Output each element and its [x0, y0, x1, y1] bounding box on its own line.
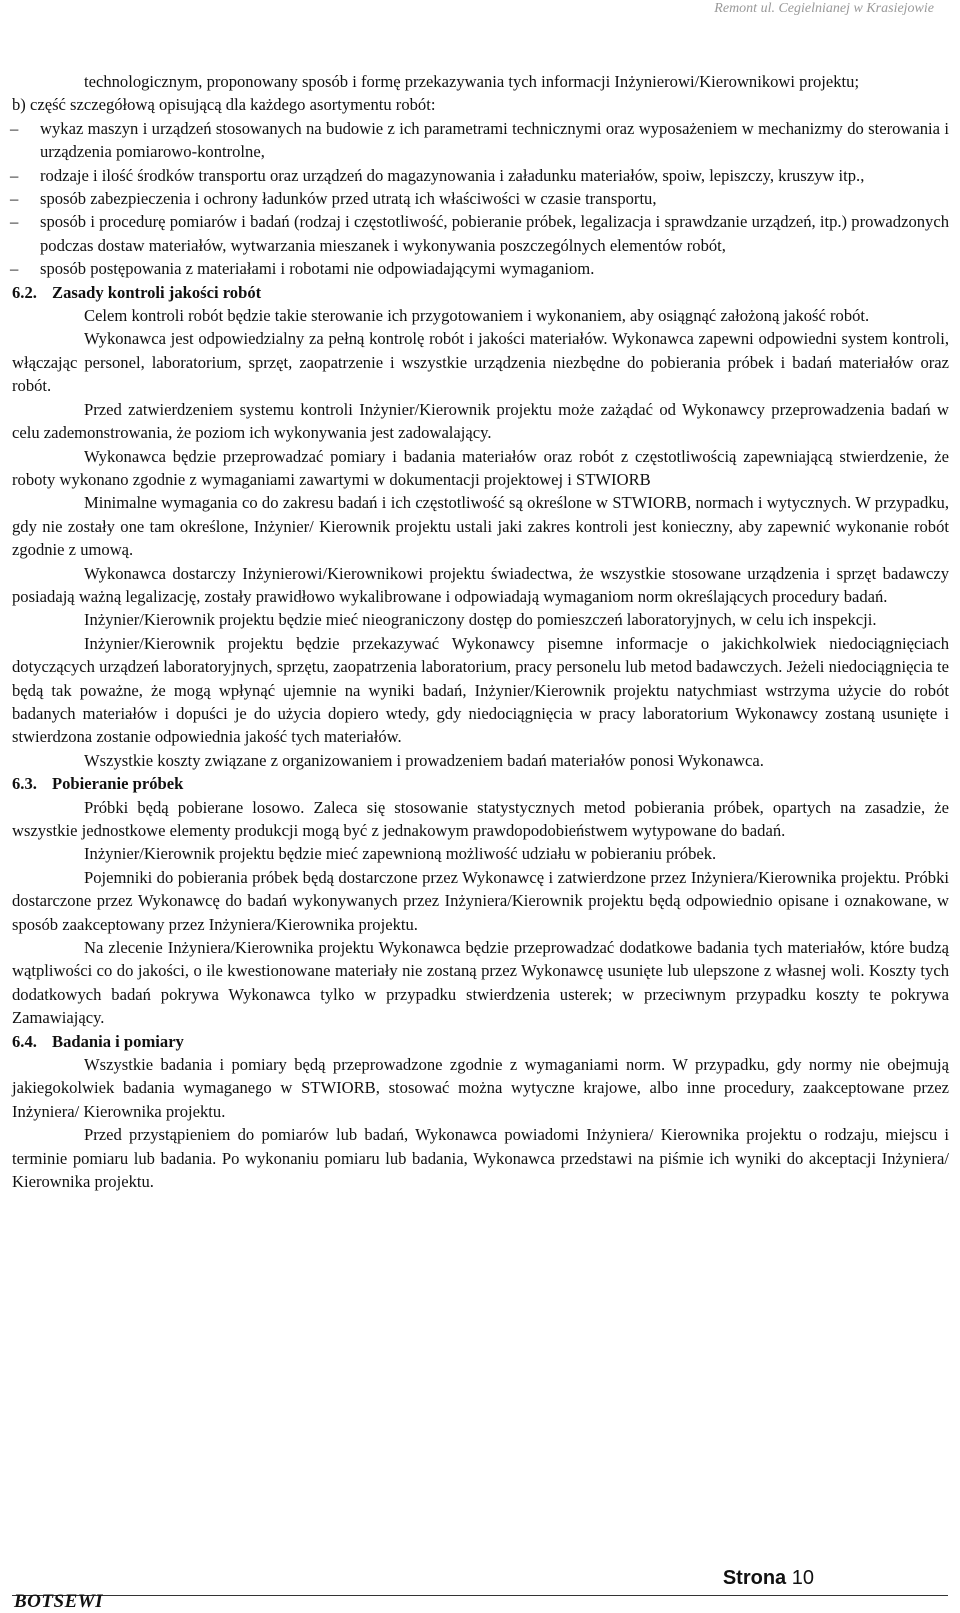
section-heading-6-4 — [12, 1030, 949, 1053]
section-number: 6.2. — [12, 282, 37, 302]
list-item: – wykaz maszyn i urządzeń stosowanych na budowie z ich parametrami technicznymi oraz wyposażeniem w mechanizmy do sterowania i urządzenia pomiarowo-kontrolne, — [40, 117, 949, 164]
paragraph: Wykonawca dostarczy Inżynierowi/Kierownikowi projektu świadectwa, że wszystkie stosowane urządzenia i sprzęt badawczy posiadają ważną legalizację, zostały prawidłowo wykalibrowane i odpowiadają wymaganiom norm określających procedury badań. — [12, 563, 949, 606]
list-item: – sposób postępowania z materiałami i robotami nie odpowiadającymi wymaganiom. — [40, 257, 949, 280]
paragraph: Inżynier/Kierownik projektu będzie mieć zapewnioną możliwość udziału w pobieraniu próbek. — [84, 844, 717, 864]
asortyment-list — [12, 117, 949, 281]
intro-line: technologicznym, proponowany sposób i formę przekazywania tych informacji Inżynierowi/Kierownikowi projektu; — [84, 72, 860, 91]
footer-divider — [12, 1595, 948, 1596]
paragraph: Inżynier/Kierownik projektu będzie przekazywać Wykonawcy pisemne informacje o jakichkolwiek niedociągnięciach dotyczących urządzeń laboratoryjnych, sprzętu, zaopatrzenia laboratorium, pracy personelu lub metod badawczych. Jeżeli niedociągnięcia te będą tak poważne, że mogą wpłynąć ujemnie na wyniki badań, Inżynier/Kierownik projektu natychmiast wstrzyma użycie do robót badanych materiałów i dopuści je do użycia dopiero wtedy, gdy niedociągnięcia w pracy laboratorium Wykonawcy zostaną usunięte i stwierdzona zostanie odpowiednia jakość tych materiałów. — [12, 633, 949, 747]
paragraph: Inżynier/Kierownik projektu będzie mieć nieograniczony dostęp do pomieszczeń laboratoryjnych, w celu ich inspekcji. — [84, 610, 877, 630]
paragraph: Celem kontroli robót będzie takie sterowanie ich przygotowaniem i wykonaniem, aby osiągnąć założoną jakość robót. — [84, 306, 870, 326]
paragraph: Pojemniki do pobierania próbek będą dostarczone przez Wykonawcę i zatwierdzone przez Inżyniera/Kierownika projektu. Próbki dostarczone przez Wykonawcę do badań wykonywanych przez Inżyniera/Kierownik projektu będą odpowiednio opisane i oznakowane, w sposób zaakceptowany przez Inżyniera/Kierownika projektu. — [12, 867, 949, 934]
list-item: – sposób i procedurę pomiarów i badań (rodzaj i częstotliwość, pobieranie próbek, legalizacja i sprawdzanie urządzeń, itp.) prowadzonych podczas dostaw materiałów, wytwarzania mieszanek i wykonywania poszczególnych elementów robót, — [40, 210, 949, 257]
paragraph: Wykonawca jest odpowiedzialny za pełną kontrolę robót i jakości materiałów. Wykonawca zapewni odpowiedni system kontroli, włączając personel, laboratorium, sprzęt, zaopatrzenie i wszystkie urządzenia niezbędne do pobierania próbek i badań materiałów oraz robót. — [12, 329, 949, 396]
section-title: Pobieranie próbek — [52, 774, 184, 794]
page-number — [723, 1567, 814, 1590]
page-number-value: 10 — [791, 1567, 814, 1589]
paragraph: Próbki będą pobierane losowo. Zaleca się stosowanie statystycznych metod pobierania próbek, opartych na zasadzie, że wszystkie jednostkowe elementy produkcji mogą być z jednakowym prawdopodobieństwem wytypowane do badań. — [12, 797, 949, 840]
section-number: 6.4. — [12, 1031, 37, 1051]
running-header: Remont ul. Cegielnianej w Krasiejowie — [714, 1, 934, 16]
company-name: BOTSEWI — [14, 1591, 104, 1612]
document-body — [12, 70, 949, 1194]
section-title: Badania i pomiary — [52, 1031, 184, 1051]
section-heading-6-3 — [12, 772, 949, 795]
section-heading-6-2 — [12, 281, 949, 304]
section-title: Zasady kontroli jakości robót — [52, 282, 262, 302]
paragraph: Wszystkie koszty związane z organizowaniem i prowadzeniem badań materiałów ponosi Wykonawca. — [84, 750, 764, 770]
paragraph: Wszystkie badania i pomiary będą przeprowadzone zgodnie z wymaganiami norm. W przypadku, gdy normy nie obejmują jakiegokolwiek badania wymaganego w STWIORB, stosować można wytyczne krajowe, albo inne procedury, zaakceptowane przez Inżyniera/ Kierownika projektu. — [12, 1055, 949, 1121]
list-item: – sposób zabezpieczenia i ochrony ładunków przed utratą ich właściwości w czasie transportu, — [40, 187, 949, 210]
paragraph: Na zlecenie Inżyniera/Kierownika projektu Wykonawca będzie przeprowadzać dodatkowe badania tych materiałów, które budzą wątpliwości co do jakości, o ile kwestionowane materiały nie zostaną przez Wykonawcę usunięte lub ulepszone z własnej woli. Koszty tych dodatkowych badań pokrywa Wykonawca tylko w przypadku stwierdzenia usterek; w przeciwnym przypadku koszty te pokrywa Zamawiający. — [12, 938, 949, 1028]
paragraph: Wykonawca będzie przeprowadzać pomiary i badania materiałów oraz robót z częstotliwością zapewniającą stwierdzenie, że roboty wykonano zgodnie z wymaganiami zawartymi w dokumentacji projektowej i STWIORB — [12, 446, 949, 489]
item-b: b) część szczegółową opisującą dla każdego asortymentu robót: — [12, 95, 436, 115]
paragraph: Minimalne wymagania co do zakresu badań i ich częstotliwość są określone w STWIORB, normach i wytycznych. W przypadku, gdy nie zostały one tam określone, Inżynier/ Kierownik projektu ustali jaki zakres kontroli jest konieczny, aby zapewnić wykonanie robót zgodnie z umową. — [12, 493, 949, 560]
paragraph: Przed zatwierdzeniem systemu kontroli Inżynier/Kierownik projektu może zażądać od Wykonawcy przeprowadzenia badań w celu zademonstrowania, że poziom ich wykonywania jest zadowalający. — [12, 399, 949, 443]
list-item: – rodzaje i ilość środków transportu oraz urządzeń do magazynowania i załadunku materiałów, spoiw, lepiszczy, kruszyw itp., — [40, 164, 949, 187]
page-label: Strona — [722, 1567, 787, 1589]
section-number: 6.3. — [12, 774, 37, 794]
paragraph: Przed przystąpieniem do pomiarów lub badań, Wykonawca powiadomi Inżyniera/ Kierownika projektu o rodzaju, miejscu i terminie pomiaru lub badania. Po wykonaniu pomiaru lub badania, Wykonawca przedstawi na piśmie ich wyniki do akceptacji Inżyniera/ Kierownika projektu. — [12, 1125, 949, 1192]
